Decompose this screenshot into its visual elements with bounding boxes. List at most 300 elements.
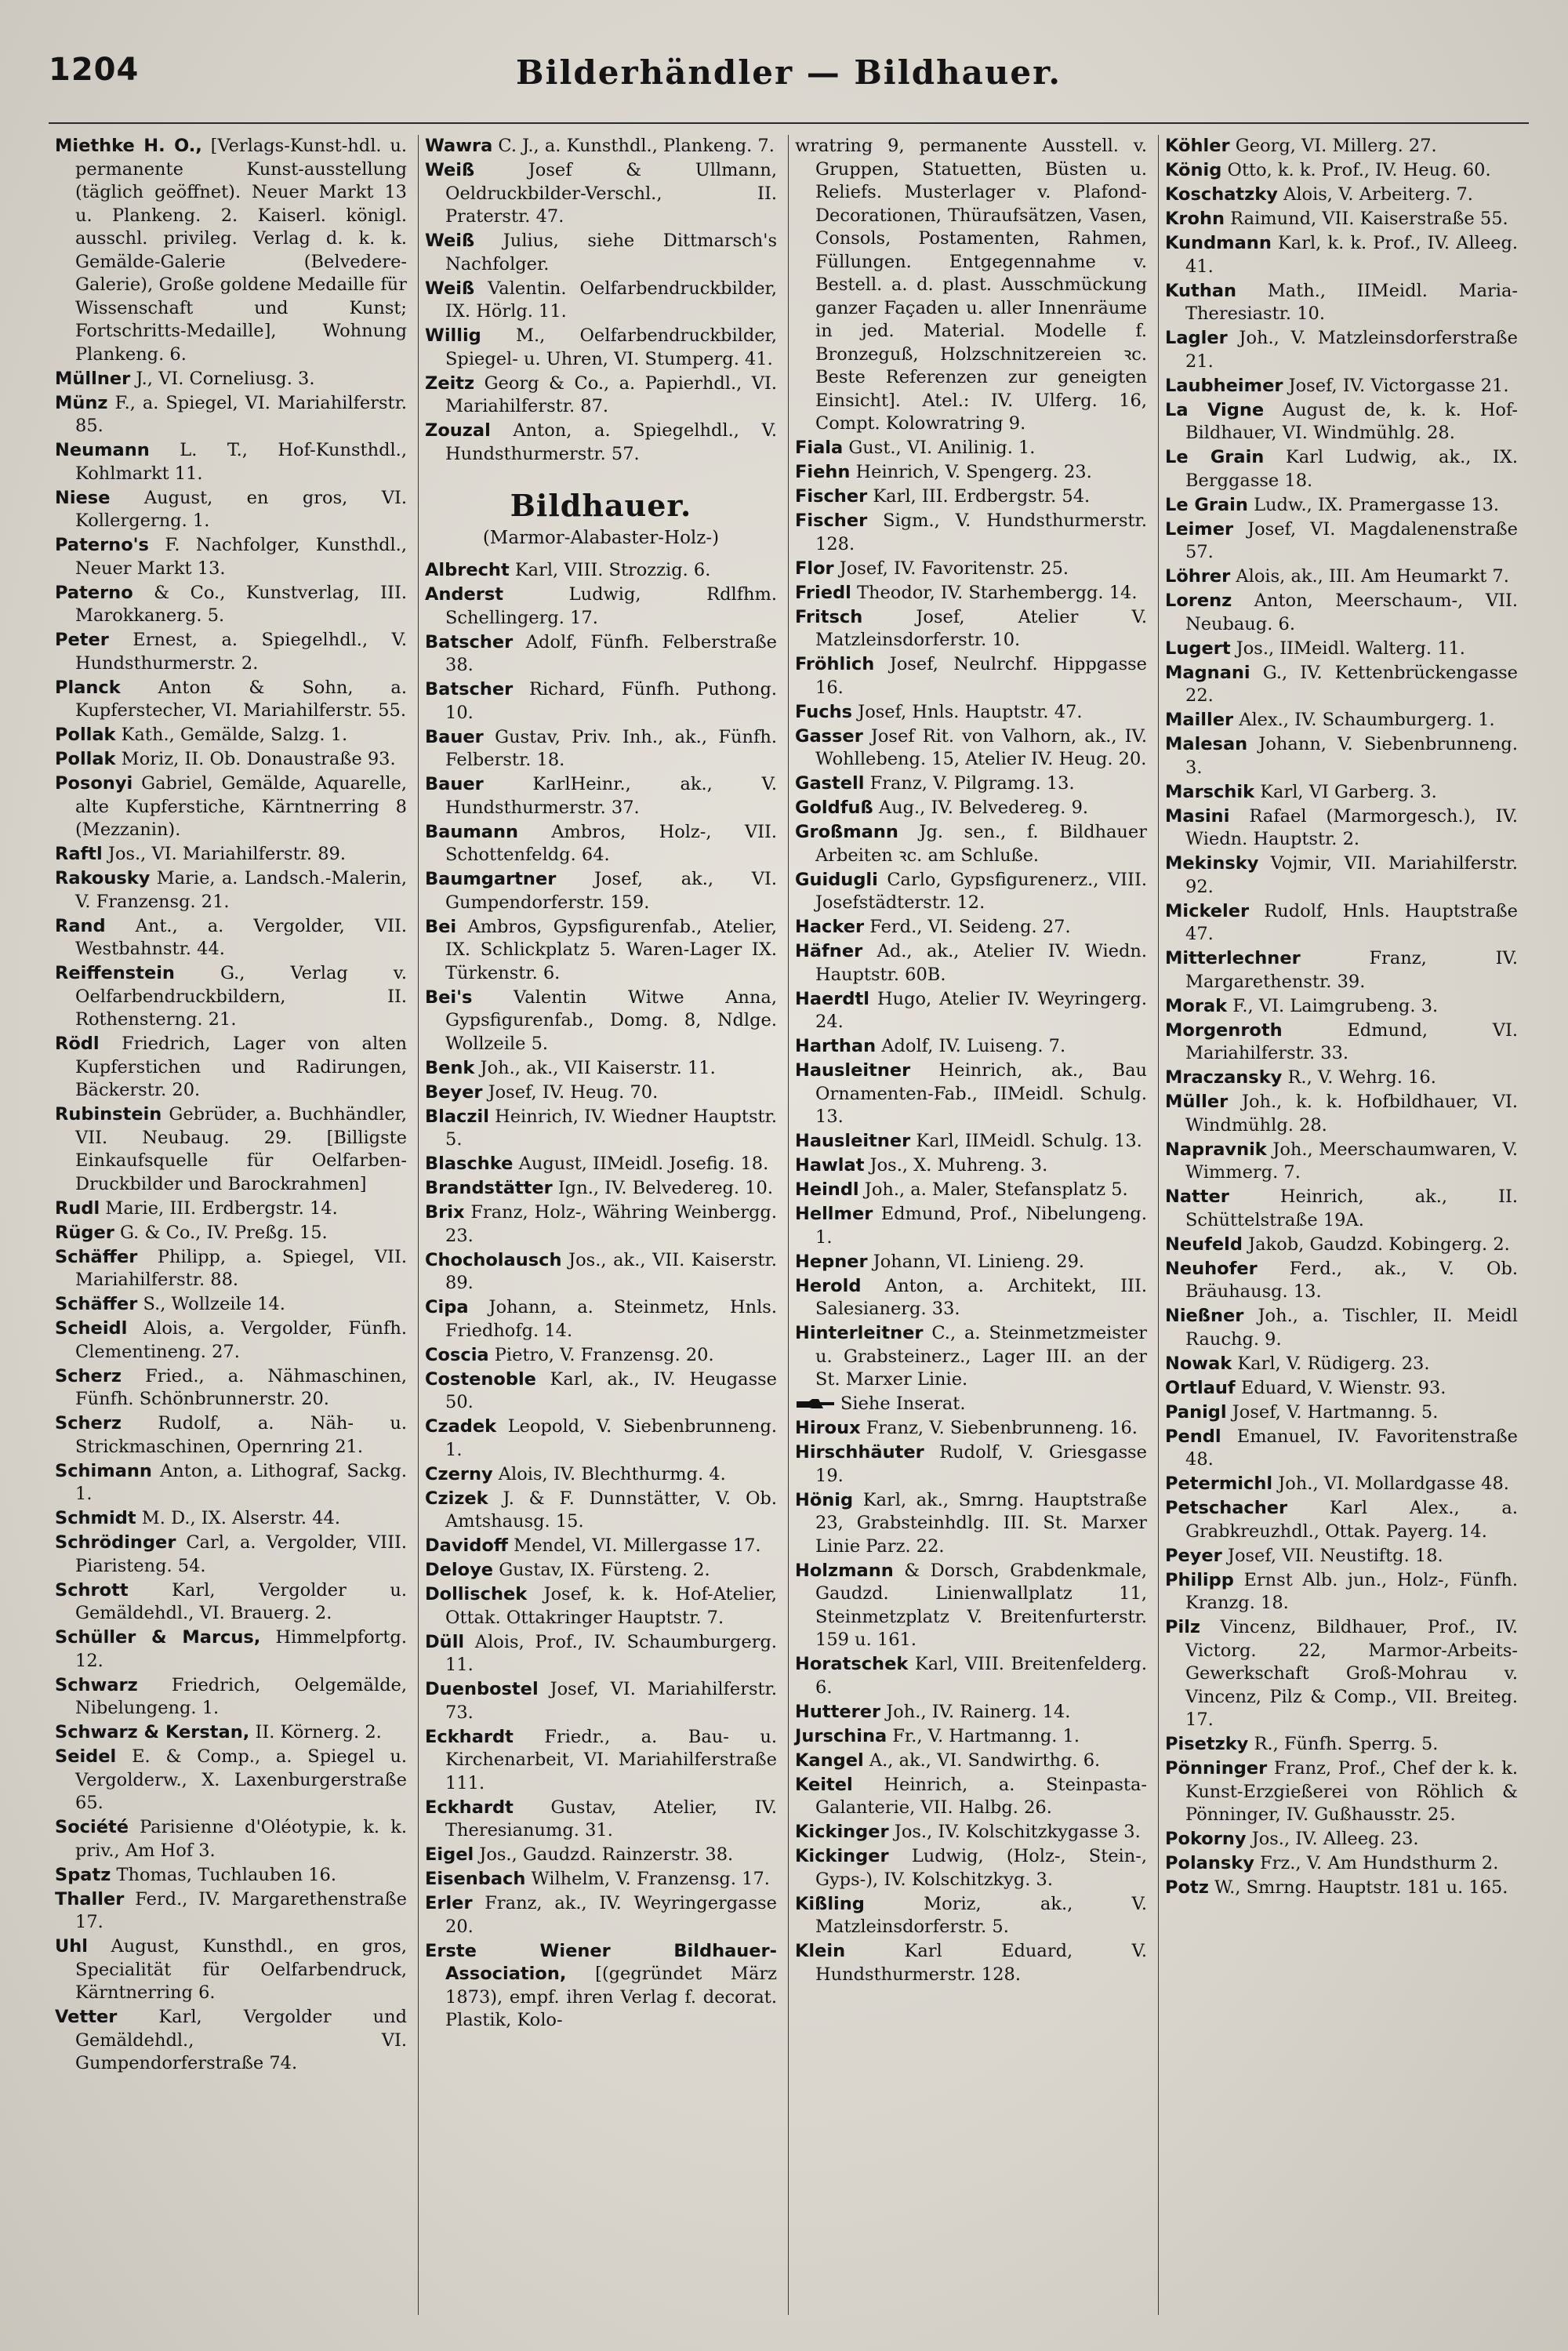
entry-name: Blaczil	[425, 1106, 489, 1127]
entry-details: Rudolf, V. Griesgasse 19.	[815, 1442, 1147, 1486]
directory-entry	[425, 821, 777, 867]
directory-entry	[1165, 1877, 1518, 1900]
directory-entry	[795, 701, 1147, 725]
directory-entry	[425, 1081, 777, 1105]
entry-name: Benk	[425, 1057, 475, 1078]
directory-entry	[1165, 1569, 1518, 1615]
entry-details: & Co., Kunstverlag, III. Marokkanerg. 5.	[75, 582, 407, 626]
entry-name: Lorenz	[1165, 590, 1232, 611]
entry-details: Gustav, IX. Fürsteng. 2.	[493, 1560, 710, 1580]
entry-name: Pokorny	[1165, 1829, 1247, 1849]
directory-entry	[1165, 638, 1518, 661]
entry-details: Josef, V. Hartmanng. 5.	[1226, 1401, 1439, 1423]
entry-name: Malesan	[1165, 734, 1248, 754]
entry-details: Alois, a. Vergolder, Fünfh. Clementineng. 27.	[75, 1318, 407, 1362]
directory-entry	[1165, 900, 1518, 947]
directory-entry	[425, 726, 777, 772]
entry-name: Köhler	[1165, 136, 1230, 156]
entry-name: Schrott	[55, 1579, 129, 1601]
directory-entry	[1165, 781, 1518, 805]
directory-entry	[55, 1816, 407, 1862]
entry-details: [(gegründet März 1873), empf. ihren Verlag f. decorat. Plastik, Kolo-	[445, 1964, 777, 2030]
entry-details: Rudolf, a. Näh- u. Strickmaschinen, Opernring 21.	[75, 1413, 407, 1457]
entry-name: Nowak	[1165, 1353, 1232, 1374]
entry-name: Posonyi	[55, 773, 133, 794]
column-4	[1159, 135, 1529, 2315]
directory-entry	[795, 135, 1147, 436]
entry-name: Eckhardt	[425, 1726, 514, 1747]
entry-details: Josef Rit. von Valhorn, ak., IV. Wohllebeng. 15, Atelier IV. Heug. 20.	[815, 725, 1147, 769]
entry-name: Krohn	[1165, 209, 1225, 229]
directory-entry	[55, 1246, 407, 1292]
entry-name: Fritsch	[795, 606, 863, 627]
directory-entry	[55, 724, 407, 747]
directory-entry	[1165, 327, 1518, 373]
entry-name: Polansky	[1165, 1853, 1254, 1873]
entry-name: Gasser	[795, 725, 863, 747]
directory-entry	[1165, 1426, 1518, 1472]
entry-details: C. J., a. Kunsthdl., Plankeng. 7.	[492, 136, 775, 156]
entry-name: Hacker	[795, 917, 865, 937]
entry-name: Goldfuß	[795, 798, 873, 818]
entry-details: Gustav, Atelier, IV. Theresianumg. 31.	[445, 1797, 777, 1840]
entry-name: Kickinger	[795, 1822, 889, 1842]
entry-details: F., a. Spiegel, VI. Mariahilferstr. 85.	[75, 392, 407, 436]
entry-details: Math., IIMeidl. Maria-Theresiastr. 10.	[1185, 280, 1518, 324]
entry-name: Fröhlich	[795, 654, 875, 674]
entry-name: Eigel	[425, 1844, 474, 1865]
entry-details: Josef, Hnls. Hauptstr. 47.	[852, 701, 1083, 722]
section-title: Bildhauer.	[510, 488, 692, 523]
entry-name: Harthan	[795, 1036, 877, 1056]
entry-details: Otto, k. k. Prof., IV. Heug. 60.	[1221, 160, 1491, 180]
entry-name: Duenbostel	[425, 1679, 539, 1699]
entry-name: Spatz	[55, 1864, 111, 1885]
directory-entry	[425, 1488, 777, 1534]
entry-details: Joh., a. Maler, Stefansplatz 5.	[858, 1179, 1128, 1200]
entry-name: Eisenbach	[425, 1869, 526, 1889]
entry-name: Costenoble	[425, 1368, 536, 1390]
directory-entry	[425, 868, 777, 914]
directory-entry	[425, 1249, 777, 1295]
entry-details: Valentin. Oelfarbendruckbilder, IX. Hörlg. 11.	[445, 278, 777, 322]
entry-name: Deloye	[425, 1560, 494, 1580]
entry-name: Kangel	[795, 1750, 864, 1771]
directory-entry	[55, 915, 407, 961]
entry-name: Fischer	[795, 511, 868, 531]
directory-entry	[55, 1746, 407, 1815]
entry-name: Bei	[425, 916, 457, 937]
entry-name: Hausleitner	[795, 1131, 911, 1151]
entry-details: Rafael (Marmorgesch.), IV. Wiedn. Hauptstr. 2.	[1185, 805, 1518, 849]
directory-entry	[55, 843, 407, 867]
entry-name: Panigl	[1165, 1401, 1227, 1423]
entry-details: Johann, V. Siebenbrunneng. 3.	[1185, 734, 1518, 778]
directory-entry	[1165, 1497, 1518, 1543]
directory-entry	[425, 1678, 777, 1724]
directory-entry	[795, 1275, 1147, 1321]
directory-entry	[1165, 1828, 1518, 1851]
directory-entry	[795, 1893, 1147, 1939]
entry-details: Josef, Neulrchf. Hippgasse 16.	[815, 654, 1147, 698]
entry-details: G., Verlag v. Oelfarbendruckbildern, II. Rothensterng. 21.	[75, 963, 407, 1030]
entry-details: Joh., VI. Mollardgasse 48.	[1272, 1473, 1509, 1494]
entry-details: Gebrüder, a. Buchhändler, VII. Neubaug. 29. [Billigste Einkaufsquelle für Oelfarben-Druckbilder und Barockrahmen]	[75, 1104, 407, 1194]
entry-name: Cipa	[425, 1297, 469, 1317]
entry-details: Wilhelm, V. Franzensg. 17.	[525, 1869, 770, 1889]
entry-name: Hausleitner	[795, 1060, 911, 1081]
entry-details: Eduard, V. Wienstr. 93.	[1235, 1377, 1446, 1398]
directory-entry	[55, 748, 407, 772]
entry-details: E. & Comp., a. Spiegel u. Vergolderw., X. Laxenburgerstraße 65.	[75, 1746, 407, 1813]
column-1	[49, 135, 419, 2315]
entry-details: Theodor, IV. Starhembergg. 14.	[851, 582, 1138, 603]
directory-entry	[425, 1153, 777, 1176]
directory-entry	[55, 1864, 407, 1888]
entry-details: Karl, Vergolder und Gemäldehdl., VI. Gumpendorferstraße 74.	[75, 2007, 407, 2073]
entry-details: Heinrich, IV. Wiedner Hauptstr. 5.	[445, 1106, 777, 1150]
directory-entry	[425, 1726, 777, 1796]
entry-name: Mraczansky	[1165, 1067, 1283, 1088]
entry-details: Ign., IV. Belvedereg. 10.	[552, 1178, 774, 1198]
entry-details: August, en gros, VI. Kollergerng. 1.	[75, 487, 407, 531]
directory-entry	[55, 1293, 407, 1317]
entry-details: Friedrich, Lager von alten Kupferstichen und Radirungen, Bäckerstr. 20.	[75, 1034, 407, 1100]
entry-name: Peter	[55, 630, 109, 650]
entry-details: KarlHeinr., ak., V. Hundsthurmerstr. 37.	[445, 774, 777, 818]
entry-details: Edmund, VI. Mariahilferstr. 33.	[1185, 1019, 1518, 1063]
directory-entry	[55, 439, 407, 485]
page-header	[49, 47, 1529, 124]
directory-entry	[425, 230, 777, 276]
entry-details: Frz., V. Am Hundsthurm 2.	[1254, 1853, 1499, 1873]
entry-details: Joh., k. k. Hofbildhauer, VI. Windmühlg. 28.	[1185, 1092, 1518, 1136]
entry-details: G., IV. Kettenbrückengasse 22.	[1185, 662, 1518, 706]
entry-name: Mailler	[1165, 710, 1234, 730]
entry-name: Zeitz	[425, 372, 475, 394]
entry-name: Czizek	[425, 1488, 488, 1509]
directory-entry	[795, 510, 1147, 556]
entry-details: Ant., a. Vergolder, VII. Westbahnstr. 44.	[75, 915, 407, 959]
entry-name: Batscher	[425, 631, 514, 652]
entry-name: Gastell	[795, 773, 865, 794]
entry-details: Joh., a. Tischler, II. Meidl Rauchg. 9.	[1185, 1306, 1518, 1350]
entry-details: Karl Alex., a. Grabkreuzhdl., Ottak. Payerg. 14.	[1185, 1498, 1518, 1542]
entry-name: Potz	[1165, 1877, 1209, 1898]
entry-name: Beyer	[425, 1081, 483, 1103]
directory-entry	[55, 1579, 407, 1626]
directory-entry	[55, 962, 407, 1032]
entry-details: Vincenz, Bildhauer, Prof., IV. Victorg. 22, Marmor-Arbeits-Gewerkschaft Groß-Mohrau v. Vincenz, Pilz & Comp., VII. Breiteg. 17.	[1185, 1617, 1518, 1730]
entry-details: Jos., VI. Mariahilferstr. 89.	[102, 844, 346, 864]
entry-name: Brandstätter	[425, 1178, 553, 1198]
entry-details: Alois, IV. Blechthurmg. 4.	[492, 1463, 726, 1484]
directory-entry	[425, 916, 777, 986]
directory-entry	[795, 1179, 1147, 1202]
entry-details: Mendel, VI. Millergasse 17.	[508, 1535, 761, 1556]
entry-name: Paterno's	[55, 535, 149, 555]
entry-details: F., VI. Laimgrubeng. 3.	[1227, 995, 1439, 1016]
directory-entry	[795, 1701, 1147, 1724]
entry-details: Johann, a. Steinmetz, Hnls. Friedhofg. 14.	[445, 1297, 777, 1341]
entry-details: Thomas, Tuchlauben 16.	[111, 1864, 336, 1885]
entry-name: Hawlat	[795, 1155, 865, 1176]
entry-name: Fuchs	[795, 701, 853, 722]
entry-name: Petschacher	[1165, 1498, 1288, 1518]
entry-details: Ernest, a. Spiegelhdl., V. Hundsthurmerstr. 2.	[75, 630, 407, 674]
entry-details: F. Nachfolger, Kunsthdl., Neuer Markt 13.	[75, 535, 407, 579]
entry-details: C., a. Steinmetzmeister u. Grabsteinerz., Lager III. an der St. Marxer Linie.	[815, 1323, 1147, 1390]
entry-name: Lugert	[1165, 638, 1231, 659]
directory-entry	[55, 772, 407, 842]
directory-entry	[1165, 852, 1518, 899]
entry-name: Rödl	[55, 1034, 100, 1054]
entry-name: Flor	[795, 558, 834, 579]
entry-details: Georg & Co., a. Papierhdl., VI. Mariahilferstr. 87.	[445, 372, 777, 416]
entry-details: Gust., VI. Anilinig. 1.	[843, 438, 1036, 458]
entry-name: Raftl	[55, 844, 103, 864]
entry-details: Valentin Witwe Anna, Gypsfigurenfab., Domg. 8, Ndlge. Wollzeile 5.	[445, 987, 777, 1054]
directory-entry	[425, 1892, 777, 1939]
directory-entry	[795, 1653, 1147, 1699]
entry-details: Jos., Gaudzd. Rainzerstr. 38.	[474, 1844, 734, 1865]
directory-entry	[795, 1322, 1147, 1392]
directory-entry	[55, 1721, 407, 1745]
directory-entry	[795, 940, 1147, 987]
directory-entry	[795, 988, 1147, 1034]
entry-details: Sigm., V. Hundsthurmerstr. 128.	[815, 511, 1147, 554]
entry-name: Thaller	[55, 1888, 125, 1910]
directory-entry	[795, 485, 1147, 509]
entry-details: Kath., Gemälde, Salzg. 1.	[115, 725, 348, 745]
directory-entry	[1165, 1066, 1518, 1090]
directory-entry	[795, 1489, 1147, 1559]
entry-name: Horatschek	[795, 1654, 909, 1674]
entry-details: Moriz, II. Ob. Donaustraße 93.	[115, 749, 396, 769]
entry-details: M., Oelfarbendruckbilder, Spiegel- u. Uhren, VI. Stumperg. 41.	[445, 325, 777, 369]
directory-entry	[425, 278, 777, 324]
entry-name: Natter	[1165, 1186, 1229, 1207]
entry-details: Aug., IV. Belvedereg. 9.	[873, 798, 1089, 818]
entry-details: M. D., IX. Alserstr. 44.	[136, 1508, 341, 1528]
entry-details: Jos., ak., VII. Kaiserstr. 89.	[445, 1249, 777, 1293]
directory-entry	[55, 1033, 407, 1103]
entry-details: Parisienne d'Oléotypie, k. k. priv., Am Hof 3.	[75, 1817, 407, 1861]
directory-entry	[55, 1222, 407, 1245]
entry-details: Raimund, VII. Kaiserstraße 55.	[1225, 209, 1508, 229]
directory-entry	[1165, 805, 1518, 852]
entry-name: Koschatzky	[1165, 184, 1278, 205]
entry-details: Josef, Atelier V. Matzleinsdorferstr. 10.	[815, 606, 1147, 650]
entry-name: Nießner	[1165, 1306, 1244, 1326]
directory-entry	[1165, 184, 1518, 207]
directory-entry	[425, 1177, 777, 1201]
entry-name: Willig	[425, 325, 481, 346]
entry-name: Holzmann	[795, 1560, 894, 1581]
entry-name: Schäffer	[55, 1246, 138, 1267]
entry-details: [Verlags-Kunst-hdl. u. permanente Kunst-ausstellung (täglich geöffnet). Neuer Markt 13 u. Plankeng. 2. Kaiserl. königl. ausschl. privileg. Verlag d. k. k. Gemälde-Galerie (Belvedere-Galerie), Große goldene Medaille für Wissenschaft und Kunst; Fortschritts-Medaille], Wohnung Plankeng. 6.	[75, 136, 407, 365]
entry-details: Julius, siehe Dittmarsch's Nachfolger.	[445, 231, 777, 274]
directory-entry	[795, 1417, 1147, 1441]
directory-entry	[1165, 280, 1518, 326]
entry-details: Edmund, Prof., Nibelungeng. 1.	[815, 1204, 1147, 1248]
directory-entry	[55, 1626, 407, 1673]
entry-details: Anton & Sohn, a. Kupferstecher, VI. Mariahilferstr. 55.	[75, 677, 407, 721]
entry-details: Ambros, Gypsfigurenfab., Atelier, IX. Schlickplatz 5. Waren-Lager IX. Türkenstr. 6.	[445, 916, 777, 983]
entry-name: Erste Wiener Bildhauer-Association,	[425, 1940, 777, 1984]
section-subtitle: (Marmor-Alabaster-Holz-)	[482, 528, 720, 548]
entry-name: Planck	[55, 677, 121, 698]
directory-entry	[425, 1940, 777, 2033]
entry-details: Emanuel, IV. Favoritenstraße 48.	[1185, 1426, 1518, 1470]
entry-details: Karl, k. k. Prof., IV. Alleeg. 41.	[1185, 233, 1518, 277]
entry-details: Rudolf, Hnls. Hauptstraße 47.	[1185, 900, 1518, 944]
entry-details: G. & Co., IV. Preßg. 15.	[114, 1222, 328, 1243]
directory-entry	[1165, 733, 1518, 779]
entry-name: Société	[55, 1817, 129, 1837]
running-head: Bilderhändler — Bildhauer.	[515, 53, 1062, 92]
entry-name: Kundmann	[1165, 233, 1272, 253]
directory-entry	[425, 325, 777, 371]
entry-details: Josef, VII. Neustiftg. 18.	[1221, 1545, 1443, 1566]
entry-details: Karl, V. Rüdigerg. 23.	[1232, 1353, 1430, 1374]
directory-entry	[795, 1441, 1147, 1488]
entry-name: Löhrer	[1165, 566, 1231, 587]
entry-details: Anton, a. Architekt, III. Salesianerg. 33.	[815, 1275, 1147, 1319]
entry-name: Schwarz	[55, 1674, 138, 1695]
entry-name: Magnani	[1165, 662, 1250, 683]
entry-name: Philipp	[1165, 1569, 1234, 1590]
entry-name: Batscher	[425, 679, 514, 699]
entry-details: Friedrich, Oelgemälde, Nibelungeng. 1.	[75, 1674, 407, 1718]
entry-details: Joh., ak., VII Kaiserstr. 11.	[474, 1057, 716, 1078]
directory-entry	[425, 583, 777, 630]
entry-details: Ferd., ak., V. Ob. Bräuhausg. 13.	[1185, 1258, 1518, 1302]
entry-details: Adolf, IV. Luiseng. 7.	[876, 1036, 1066, 1056]
directory-entry	[1165, 1139, 1518, 1185]
entry-name: Zouzal	[425, 420, 491, 441]
entry-details: Carl, a. Vergolder, VIII. Piaristeng. 54.	[75, 1532, 407, 1576]
directory-entry	[55, 1935, 407, 2005]
entry-name: Paterno	[55, 582, 133, 603]
entry-name: Coscia	[425, 1344, 489, 1365]
directory-entry	[1165, 1353, 1518, 1376]
entry-name: Bei's	[425, 987, 473, 1008]
entry-details: Heinrich, ak., Bau Ornamenten-Fab., IIMeidl. Schulg. 13.	[815, 1060, 1147, 1127]
entry-details: Fr., V. Hartmanng. 1.	[887, 1725, 1080, 1746]
directory-entry	[795, 1251, 1147, 1274]
entry-details: Josef & Ullmann, Oeldruckbilder-Verschl., II. Praterstr. 47.	[445, 160, 777, 227]
entry-details: Karl, VIII. Breitenfelderg. 6.	[815, 1654, 1147, 1698]
directory-entry	[795, 1393, 1147, 1416]
entry-name: Weiß	[425, 231, 475, 251]
directory-entry	[55, 677, 407, 723]
entry-name: Petermichl	[1165, 1473, 1273, 1494]
directory-entry	[1165, 590, 1518, 636]
entry-details: Anton, a. Spiegelhdl., V. Hundsthurmerstr. 57.	[445, 420, 777, 464]
entry-name: Reiffenstein	[55, 963, 175, 983]
directory-entry	[795, 1203, 1147, 1249]
entry-name: Müllner	[55, 368, 131, 389]
entry-name: Weiß	[425, 160, 475, 180]
directory-entry	[795, 1725, 1147, 1749]
directory-entry	[425, 159, 777, 229]
directory-entry	[1165, 1733, 1518, 1757]
directory-entry	[795, 797, 1147, 820]
directory-entry	[55, 392, 407, 438]
entry-name: Fiehn	[795, 462, 851, 482]
entry-details: Josef, VI. Magdalenenstraße 57.	[1185, 518, 1518, 562]
entry-name: Ortlauf	[1165, 1377, 1236, 1398]
entry-details: Pietro, V. Franzensg. 20.	[488, 1344, 714, 1365]
directory-entry	[425, 135, 777, 158]
directory-entry	[55, 1317, 407, 1364]
entry-name: Baumgartner	[425, 869, 557, 889]
directory-entry	[1165, 232, 1518, 278]
directory-entry	[795, 916, 1147, 939]
entry-name: Rudl	[55, 1197, 100, 1219]
directory-entry	[1165, 375, 1518, 398]
entry-name: Guidugli	[795, 869, 878, 890]
directory-entry	[425, 1631, 777, 1677]
entry-name: Pollak	[55, 749, 116, 769]
entry-details: Gabriel, Gemälde, Aquarelle, alte Kupferstiche, Kärntnerring 8 (Mezzanin).	[75, 773, 407, 840]
directory-entry	[425, 987, 777, 1056]
entry-name: Hönig	[795, 1489, 854, 1510]
directory-entry	[55, 534, 407, 580]
entry-details: Himmelpfortg. 12.	[75, 1627, 407, 1671]
directory-entry	[795, 1845, 1147, 1891]
directory-entry	[1165, 709, 1518, 732]
entry-details: Johann, VI. Linieng. 29.	[867, 1251, 1085, 1272]
directory-entry	[55, 1532, 407, 1578]
entry-name: Fischer	[795, 486, 868, 507]
entry-details: Heinrich, a. Steinpasta-Galanterie, VII. Halbg. 26.	[815, 1774, 1147, 1818]
entry-details: Karl, VI Garberg. 3.	[1254, 781, 1437, 802]
entry-details: Carlo, Gypsfigurenerz., VIII. Josefstädterstr. 12.	[815, 869, 1147, 913]
entry-name: Häfner	[795, 941, 863, 961]
entry-details: II. Körnerg. 2.	[249, 1722, 382, 1742]
directory-entry	[1165, 494, 1518, 518]
directory-entry	[1165, 518, 1518, 565]
directory-entry	[1165, 1616, 1518, 1732]
entry-name: Bauer	[425, 726, 484, 747]
entry-details: Jos., IIMeidl. Walterg. 11.	[1230, 638, 1465, 659]
directory-entry	[425, 559, 777, 583]
entry-details: Georg, VI. Millerg. 27.	[1229, 136, 1437, 156]
entry-name: Morgenroth	[1165, 1019, 1283, 1041]
entry-name: Rakousky	[55, 868, 151, 888]
entry-details: Siehe Inserat.	[840, 1394, 966, 1414]
entry-details: Heinrich, ak., II. Schüttelstraße 19A.	[1185, 1186, 1518, 1230]
entry-name: Lagler	[1165, 328, 1228, 348]
directory-entry	[795, 1560, 1147, 1652]
entry-details: Ferd., IV. Margarethenstraße 17.	[75, 1888, 407, 1932]
entry-details: Hugo, Atelier IV. Weyringerg. 24.	[815, 988, 1147, 1032]
entry-details: Josef, ak., VI. Gumpendorferstr. 159.	[445, 869, 777, 913]
directory-entry	[1165, 1186, 1518, 1232]
entry-name: Mickeler	[1165, 900, 1250, 921]
directory-entry	[795, 1035, 1147, 1059]
entry-name: Bauer	[425, 774, 484, 794]
entry-name: Uhl	[55, 1936, 89, 1957]
entry-name: Le Grain	[1165, 494, 1248, 515]
entry-details: Marie, a. Landsch.-Malerin, V. Franzensg. 21.	[75, 868, 407, 912]
entry-details: R., V. Wehrg. 16.	[1282, 1067, 1436, 1088]
entry-name: Miethke H. O.,	[55, 136, 202, 156]
directory-entry	[795, 437, 1147, 460]
entry-name: Fiala	[795, 438, 844, 458]
